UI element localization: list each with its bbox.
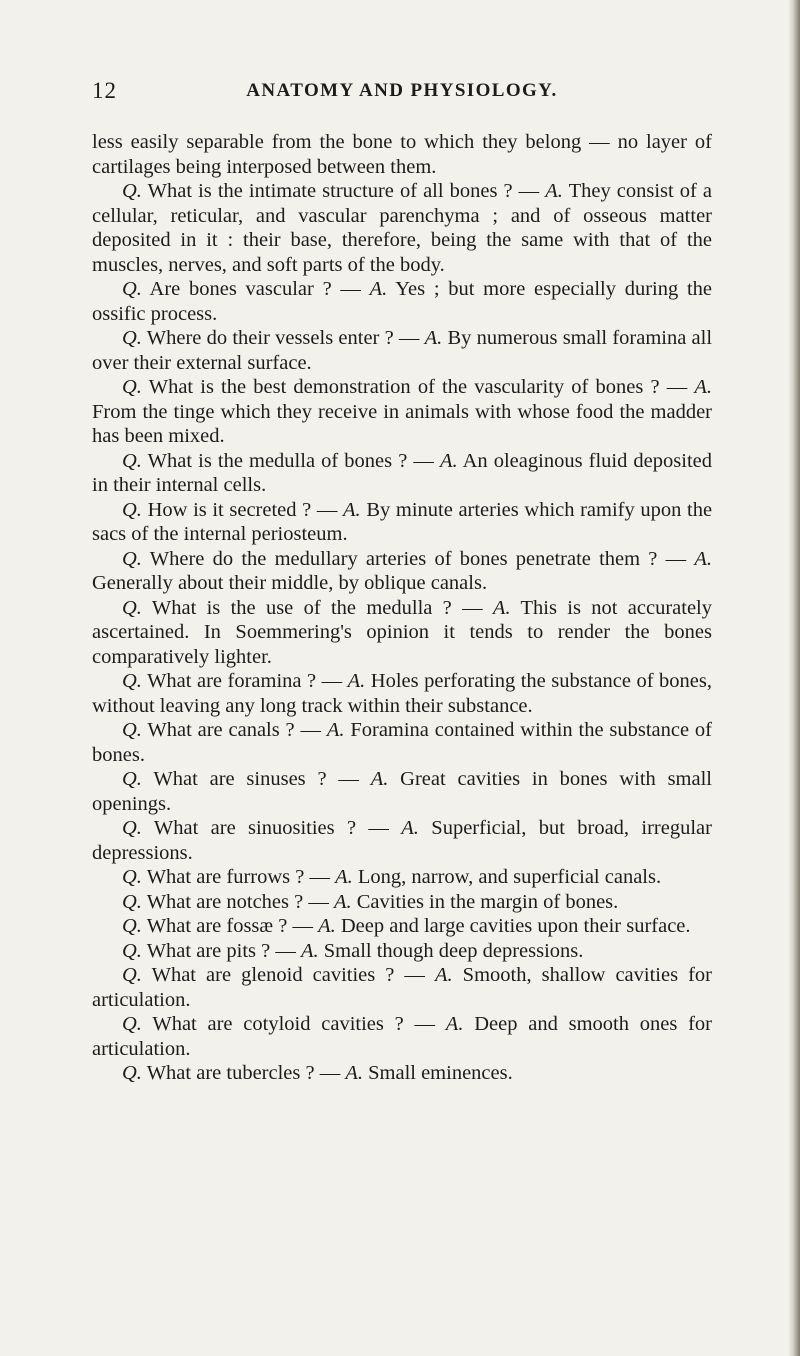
answer-text: Smooth, shallow cavities for articulation. [92, 964, 712, 1011]
answer-label: A. [424, 327, 443, 349]
qa-entry [92, 277, 712, 326]
qa-dash: — [659, 376, 695, 398]
answer-label: A. [369, 278, 388, 300]
answer-text: By numerous small foramina all over their external surface. [92, 327, 713, 374]
answer-label: A. [401, 817, 419, 839]
question-text: What is the medulla of bones ? [147, 449, 408, 472]
question-text: Where do their vessels enter ? [146, 327, 394, 349]
qa-entry [92, 939, 712, 964]
answer-label: A. [333, 890, 352, 913]
qa-entry [92, 816, 712, 865]
question-text: What are sinuses ? [153, 768, 327, 790]
question-text: What are notches ? [146, 890, 304, 913]
answer-text: Cavities in the margin of bones. [356, 890, 619, 913]
page-header-title: ANATOMY AND PHYSIOLOGY. [246, 80, 558, 101]
question-text: Are bones vascular ? [149, 278, 332, 300]
answer-text: Long, narrow, and superficial canals. [357, 866, 662, 888]
question-label: Q. [122, 596, 142, 619]
qa-entry [92, 498, 712, 547]
question-label: Q. [122, 180, 142, 202]
answer-label: A. [326, 719, 345, 741]
running-head [92, 78, 712, 108]
qa-entry [92, 963, 712, 1012]
page-number: 12 [92, 78, 117, 103]
question-text: What are canals ? [147, 719, 295, 741]
answer-text: Small eminences. [368, 1062, 513, 1084]
question-text: Where do the medullary arteries of bones penetrate them ? [149, 547, 658, 570]
answer-text: An oleaginous fluid deposited in their internal cells. [92, 449, 712, 496]
answer-text: Superficial, but broad, irregular depressions. [92, 817, 712, 864]
answer-label: A. [545, 180, 563, 202]
answer-label: A. [347, 670, 366, 692]
qa-dash: — [287, 915, 319, 937]
page-edge-shadow [788, 0, 800, 1356]
qa-dash: — [311, 498, 344, 521]
qa-dash: — [403, 1013, 446, 1035]
qa-entry [92, 914, 712, 939]
qa-dash: — [304, 866, 336, 888]
answer-label: A. [492, 596, 511, 619]
qa-entry [92, 547, 712, 596]
answer-label: A. [343, 498, 361, 521]
question-text: What are sinuosities ? [153, 817, 357, 839]
qa-dash: — [303, 890, 334, 913]
question-text: What are tubercles ? [146, 1062, 315, 1084]
question-label: Q. [122, 498, 142, 521]
answer-text: Deep and large cavities upon their surface. [340, 915, 691, 937]
qa-dash: — [316, 670, 348, 692]
qa-dash: — [407, 449, 440, 472]
answer-label: A. [439, 449, 458, 472]
question-text: What is the use of the medulla ? [151, 596, 452, 619]
qa-entry [92, 596, 712, 670]
answer-text: Great cavities in bones with small openings. [92, 768, 712, 815]
question-label: Q. [122, 939, 142, 962]
answer-label: A. [694, 547, 712, 570]
answer-label: A. [370, 768, 389, 790]
answer-text: Yes ; but more especially during the ossific process. [92, 278, 713, 325]
qa-dash: — [393, 327, 425, 349]
qa-dash: — [294, 719, 327, 741]
question-label: Q. [122, 1013, 142, 1035]
answer-label: A. [318, 915, 336, 937]
qa-dash: — [512, 180, 546, 202]
answer-label: A. [445, 1013, 464, 1035]
question-label: Q. [122, 327, 142, 349]
qa-dash: — [356, 817, 402, 839]
qa-dash: — [270, 939, 301, 962]
question-label: Q. [122, 449, 142, 472]
qa-dash: — [451, 596, 493, 619]
question-label: Q. [122, 915, 142, 937]
question-label: Q. [122, 547, 142, 570]
answer-label: A. [335, 866, 353, 888]
answer-text: Small though deep depressions. [323, 939, 584, 962]
qa-dash: — [314, 1062, 346, 1084]
answer-text: Generally about their middle, by oblique canals. [92, 572, 488, 594]
question-text: What are foramina ? [147, 670, 317, 692]
qa-dash: — [326, 768, 371, 790]
answer-label: A. [300, 939, 319, 962]
qa-dash: — [331, 278, 370, 300]
answer-label: A. [434, 964, 453, 986]
qa-entry [92, 767, 712, 816]
question-label: Q. [122, 964, 142, 986]
question-label: Q. [122, 768, 142, 790]
question-text: What are fossæ ? [146, 915, 288, 937]
question-label: Q. [122, 376, 142, 398]
continuation-paragraph: less easily separable from the bone to which they belong — no layer of cartilages being interposed between them. [92, 131, 712, 178]
qa-entry [92, 179, 712, 277]
answer-text: They consist of a cellular, reticular, and vascular parenchyma ; and of osseous matter deposited in it : their base, therefore, being the same with that of the muscles, nerves, and soft parts of the body. [92, 180, 713, 276]
question-label: Q. [122, 719, 142, 741]
question-text: What are furrows ? [146, 866, 305, 888]
answer-text: Foramina contained within the substance of bones. [92, 719, 712, 766]
qa-entry [92, 669, 712, 718]
answer-text: From the tinge which they receive in animals with whose food the madder has been mixed. [92, 400, 712, 447]
answer-text: By minute arteries which ramify upon the sacs of the internal periosteum. [92, 498, 713, 545]
question-label: Q. [122, 670, 142, 692]
question-text: What are pits ? [146, 939, 271, 962]
question-label: Q. [122, 890, 142, 913]
question-label: Q. [122, 817, 142, 839]
question-text: What is the best demonstration of the vascularity of bones ? [148, 376, 660, 398]
question-text: What are glenoid cavities ? [151, 964, 395, 986]
question-text: What are cotyloid cavities ? [152, 1013, 404, 1035]
qa-entry [92, 1012, 712, 1061]
qa-entry [92, 1061, 712, 1086]
qa-entry [92, 718, 712, 767]
question-text: What is the intimate structure of all bones ? [147, 180, 513, 202]
qa-entry [92, 890, 712, 915]
answer-text: Holes perforating the substance of bones, without leaving any long track within their substance. [92, 670, 712, 717]
qa-entry [92, 375, 712, 449]
body-text [92, 130, 712, 1086]
qa-entry [92, 326, 712, 375]
question-label: Q. [122, 278, 142, 300]
qa-dash: — [657, 547, 695, 570]
qa-dash: — [394, 964, 435, 986]
answer-label: A. [694, 376, 713, 398]
question-text: How is it secreted ? [147, 498, 312, 521]
answer-text: Deep and smooth ones for articulation. [92, 1013, 713, 1060]
question-label: Q. [122, 866, 142, 888]
answer-label: A. [345, 1062, 363, 1084]
question-label: Q. [122, 1062, 142, 1084]
qa-entry [92, 449, 712, 498]
qa-entry [92, 865, 712, 890]
answer-text: This is not accurately ascertained. In Soemmering's opinion it tends to render the bones comparatively lighter. [92, 596, 712, 668]
